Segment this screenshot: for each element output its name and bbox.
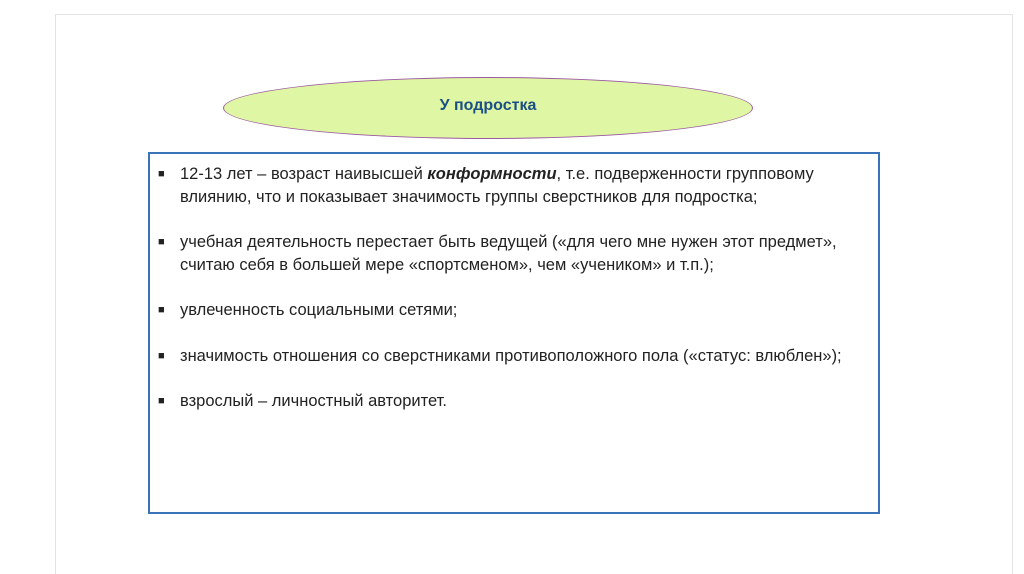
list-item-text: увлеченность социальными сетями; [180, 301, 458, 319]
list-item [158, 390, 868, 413]
list-item-text: значимость отношения со сверстниками противоположного пола («статус: влюблен»); [180, 346, 842, 365]
list-item-text: взрослый – личностный авторитет. [180, 392, 447, 410]
bullet-marker-icon: ■ [158, 349, 165, 362]
bullet-marker-icon: ■ [158, 395, 165, 407]
list-item-emphasis: конформности [427, 165, 557, 183]
bullet-marker-icon: ■ [158, 168, 165, 180]
list-item [158, 163, 868, 208]
bullet-marker-icon: ■ [158, 304, 165, 316]
list-item [158, 299, 868, 322]
list-item [158, 231, 868, 276]
content-box [148, 152, 880, 514]
list-item-text-end: , т.е. подверженности групповому влиянию, что и показывает значимость группы сверстников для подростка; [180, 165, 814, 206]
bullet-marker-icon: ■ [158, 236, 165, 248]
title-ellipse [223, 77, 753, 139]
list-item-text: учебная деятельность перестает быть ведущей («для чего мне нужен этот предмет», считаю себя в большей мере «спортсменом», чем «учеником» и т.п.); [180, 233, 837, 274]
list-item-text-start: 12-13 лет – возраст наивысшей [180, 165, 428, 183]
slide-title: У подростка [439, 97, 537, 114]
bullet-list [158, 163, 868, 436]
list-item [158, 345, 868, 368]
